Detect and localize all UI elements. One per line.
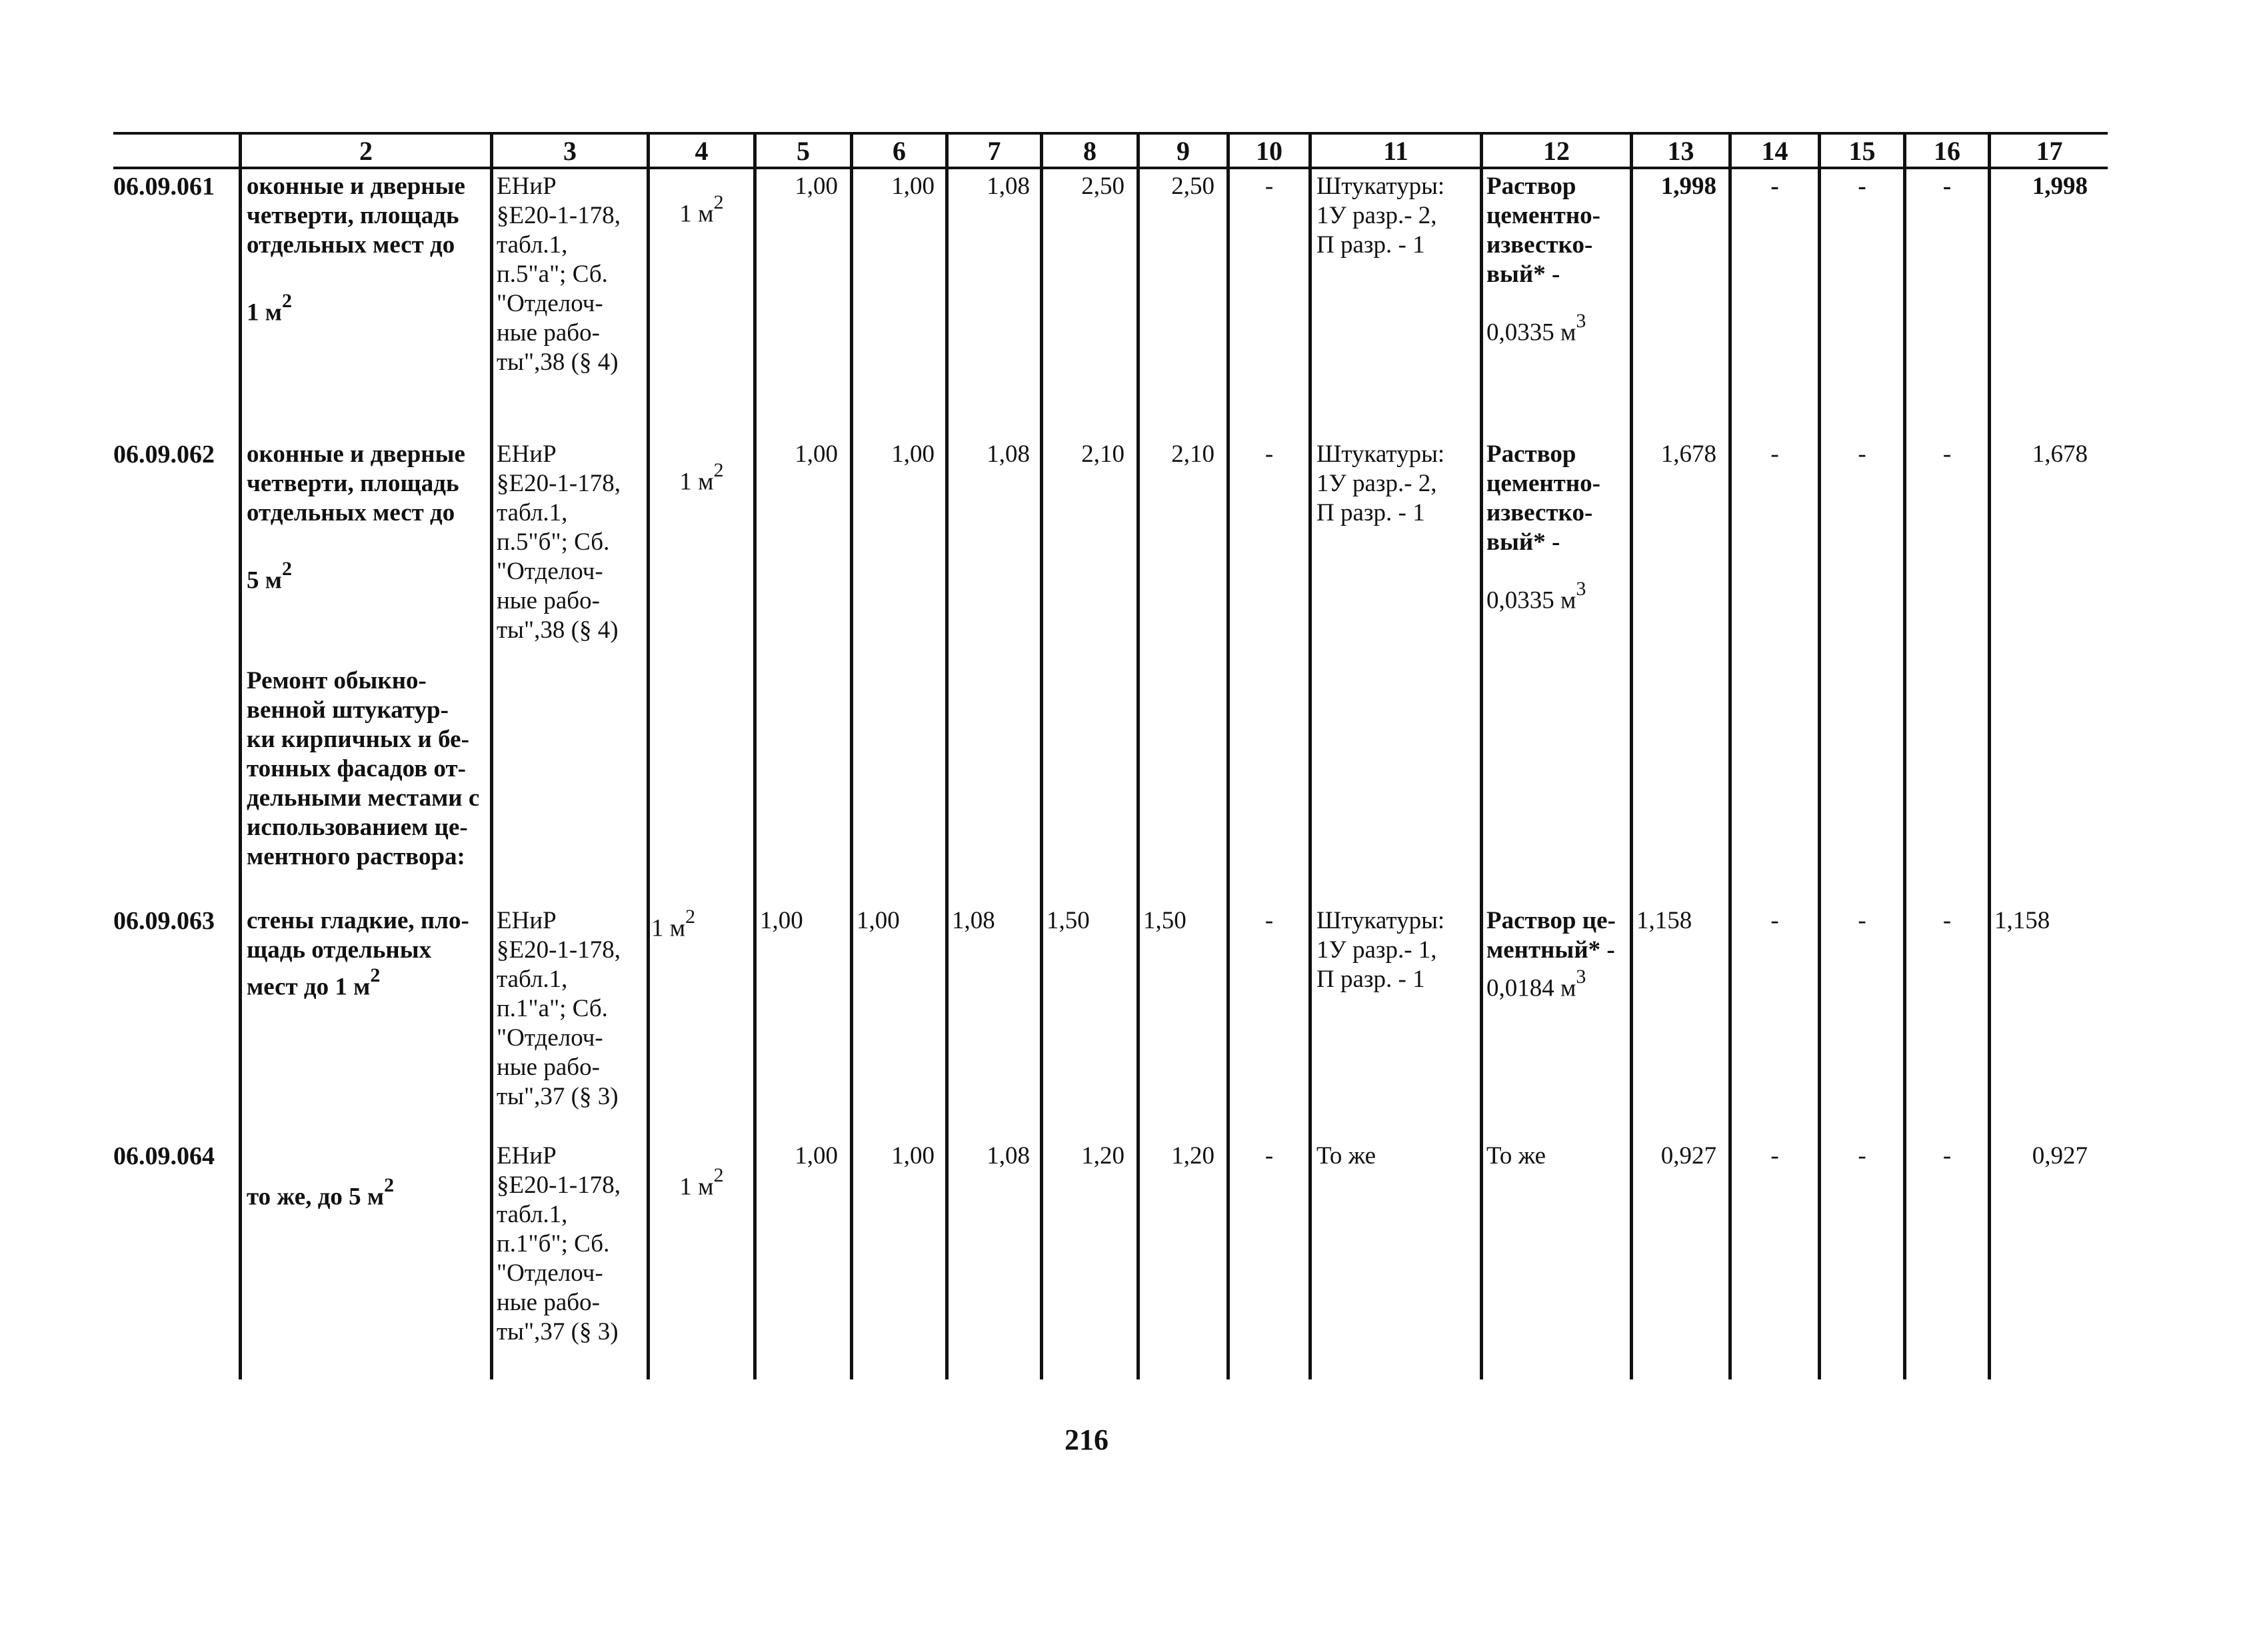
row-value: 1,998 <box>2032 173 2088 200</box>
column-rule <box>1818 132 1821 1379</box>
column-header: 17 <box>2036 136 2063 166</box>
row-value: - <box>1858 440 1866 468</box>
row-source: ЕНиР §Е20-1-178, табл.1, п.1"б"; Сб. "Отделоч- ные рабо- ты",37 (§ 3) <box>497 1142 621 1345</box>
column-rule <box>1903 132 1906 1379</box>
row-value: 2,50 <box>1171 173 1214 200</box>
row-value: 1,00 <box>795 173 838 200</box>
column-header: 15 <box>1848 136 1876 166</box>
row-code: 06.09.064 <box>113 1142 215 1170</box>
column-header: 4 <box>695 136 709 166</box>
column-header: 10 <box>1256 136 1282 166</box>
row-code: 06.09.061 <box>113 173 215 201</box>
column-rule <box>1226 132 1230 1379</box>
section-title: Ремонт обыкно- венной штукатур- ки кирпичных и бе- тонных фасадов от- дельными местами с использованием це- ментного раствора: <box>247 667 480 870</box>
row-value: - <box>1264 173 1274 200</box>
row-value: - <box>1770 173 1779 200</box>
column-rule <box>945 132 949 1379</box>
column-rule <box>753 132 757 1379</box>
column-header: 13 <box>1667 136 1694 166</box>
column-rule <box>850 132 853 1379</box>
row-value: - <box>1264 440 1274 468</box>
row-value: - <box>1264 907 1274 934</box>
column-rule <box>1480 132 1483 1379</box>
row-source: ЕНиР §Е20-1-178, табл.1, п.5"б"; Сб. "Отделоч- ные рабо- ты",38 (§ 4) <box>497 440 621 644</box>
row-value: 1,20 <box>1171 1142 1214 1170</box>
estimate-table <box>113 132 2108 1379</box>
row-value: 1,158 <box>1994 907 2050 934</box>
page-number: 216 <box>1065 1423 1109 1456</box>
column-rule <box>239 132 242 1379</box>
column-rule <box>1988 132 1991 1379</box>
row-workers: То же <box>1316 1142 1376 1170</box>
row-value: - <box>1942 907 1952 934</box>
column-header: 7 <box>987 136 1001 166</box>
row-material: Раствор цементно- известко- вый* - <box>1486 173 1600 288</box>
row-source: ЕНиР §Е20-1-178, табл.1, п.1"а"; Сб. "Отделоч- ные рабо- ты",37 (§ 3) <box>497 907 621 1110</box>
column-header: 5 <box>797 136 810 166</box>
row-value: - <box>1858 1142 1866 1170</box>
row-material: Раствор це- ментный* - <box>1486 907 1616 964</box>
column-header: 9 <box>1176 136 1190 166</box>
row-value: 1,998 <box>1660 173 1716 200</box>
row-unit: 1 $м^2$ <box>651 906 696 942</box>
row-value: 1,50 <box>1143 907 1186 934</box>
row-value: - <box>1858 173 1866 200</box>
row-value: - <box>1858 907 1866 934</box>
row-value: 1,08 <box>987 1142 1030 1170</box>
row-unit: 1 $м^2$ <box>679 191 724 228</box>
row-workers: Штукатуры: 1У разр.- 2, П разр. - 1 <box>1316 440 1445 526</box>
row-value: 2,10 <box>1081 440 1125 468</box>
row-value: 1,00 <box>760 907 803 934</box>
row-value: 1,00 <box>891 1142 935 1170</box>
column-header: 14 <box>1761 136 1788 166</box>
row-value: 2,10 <box>1171 440 1214 468</box>
row-value: - <box>1770 1142 1779 1170</box>
row-value: 2,50 <box>1081 173 1125 200</box>
row-value: - <box>1942 1142 1952 1170</box>
row-workers: Штукатуры: 1У разр.- 2, П разр. - 1 <box>1316 173 1445 259</box>
row-value: 1,678 <box>1660 440 1716 468</box>
row-description: стены гладкие, пло- щадь отдельных мест до 1 $м^2$ <box>247 907 469 1001</box>
row-code: 06.09.062 <box>113 440 215 468</box>
row-value: - <box>1264 1142 1274 1170</box>
column-header: 12 <box>1543 136 1570 166</box>
row-value: 0,927 <box>2032 1142 2088 1170</box>
row-description: оконные и дверные четверти, площадь отдельных мест до <box>247 173 465 259</box>
row-value: 1,50 <box>1047 907 1090 934</box>
column-header: 3 <box>563 136 577 166</box>
row-value: 0,927 <box>1660 1142 1716 1170</box>
column-rule <box>1630 132 1633 1379</box>
row-material-qty: 0,0184 $м^3$ <box>1486 966 1586 1002</box>
row-value: 1,00 <box>795 440 838 468</box>
column-header: 8 <box>1083 136 1097 166</box>
row-value: - <box>1770 440 1779 468</box>
row-value: 1,00 <box>795 1142 838 1170</box>
row-unit: 1 $м^2$ <box>679 1164 724 1201</box>
table-top-rule <box>113 132 2108 135</box>
row-value: - <box>1942 173 1952 200</box>
row-source: ЕНиР §Е20-1-178, табл.1, п.5"а"; Сб. "Отделоч- ные рабо- ты",38 (§ 4) <box>497 173 621 376</box>
column-header: 6 <box>893 136 906 166</box>
row-code: 06.09.063 <box>113 907 215 935</box>
row-value: - <box>1770 907 1779 934</box>
row-value: 1,158 <box>1636 907 1692 934</box>
column-rule <box>1308 132 1312 1379</box>
row-description-area: 5 $м^2$ <box>247 558 292 594</box>
column-header: 11 <box>1383 136 1408 166</box>
row-value: 1,20 <box>1081 1142 1125 1170</box>
row-unit: 1 $м^2$ <box>679 459 724 496</box>
row-material: То же <box>1486 1142 1546 1170</box>
column-rule <box>490 132 493 1379</box>
row-value: 1,00 <box>891 440 935 468</box>
column-rule <box>1040 132 1043 1379</box>
column-header: 16 <box>1934 136 1960 166</box>
row-value: 1,00 <box>857 907 900 934</box>
row-value: - <box>1942 440 1952 468</box>
row-value: 1,678 <box>2032 440 2088 468</box>
row-material-qty: 0,0335 $м^3$ <box>1486 578 1586 614</box>
row-description: то же, до 5 $м^2$ <box>247 1174 395 1211</box>
row-value: 1,08 <box>987 440 1030 468</box>
row-value: 1,08 <box>987 173 1030 200</box>
header-bottom-rule <box>113 167 2108 169</box>
column-rule <box>1136 132 1140 1379</box>
column-header: 2 <box>359 136 373 166</box>
row-value: 1,00 <box>891 173 935 200</box>
row-material-qty: 0,0335 $м^3$ <box>1486 310 1586 347</box>
row-value: 1,08 <box>952 907 995 934</box>
row-workers: Штукатуры: 1У разр.- 1, П разр. - 1 <box>1316 907 1445 993</box>
row-description-area: 1 $м^2$ <box>247 290 292 327</box>
column-rule <box>1728 132 1732 1379</box>
row-description: оконные и дверные четверти, площадь отдельных мест до <box>247 440 465 526</box>
row-material: Раствор цементно- известко- вый* - <box>1486 440 1600 556</box>
